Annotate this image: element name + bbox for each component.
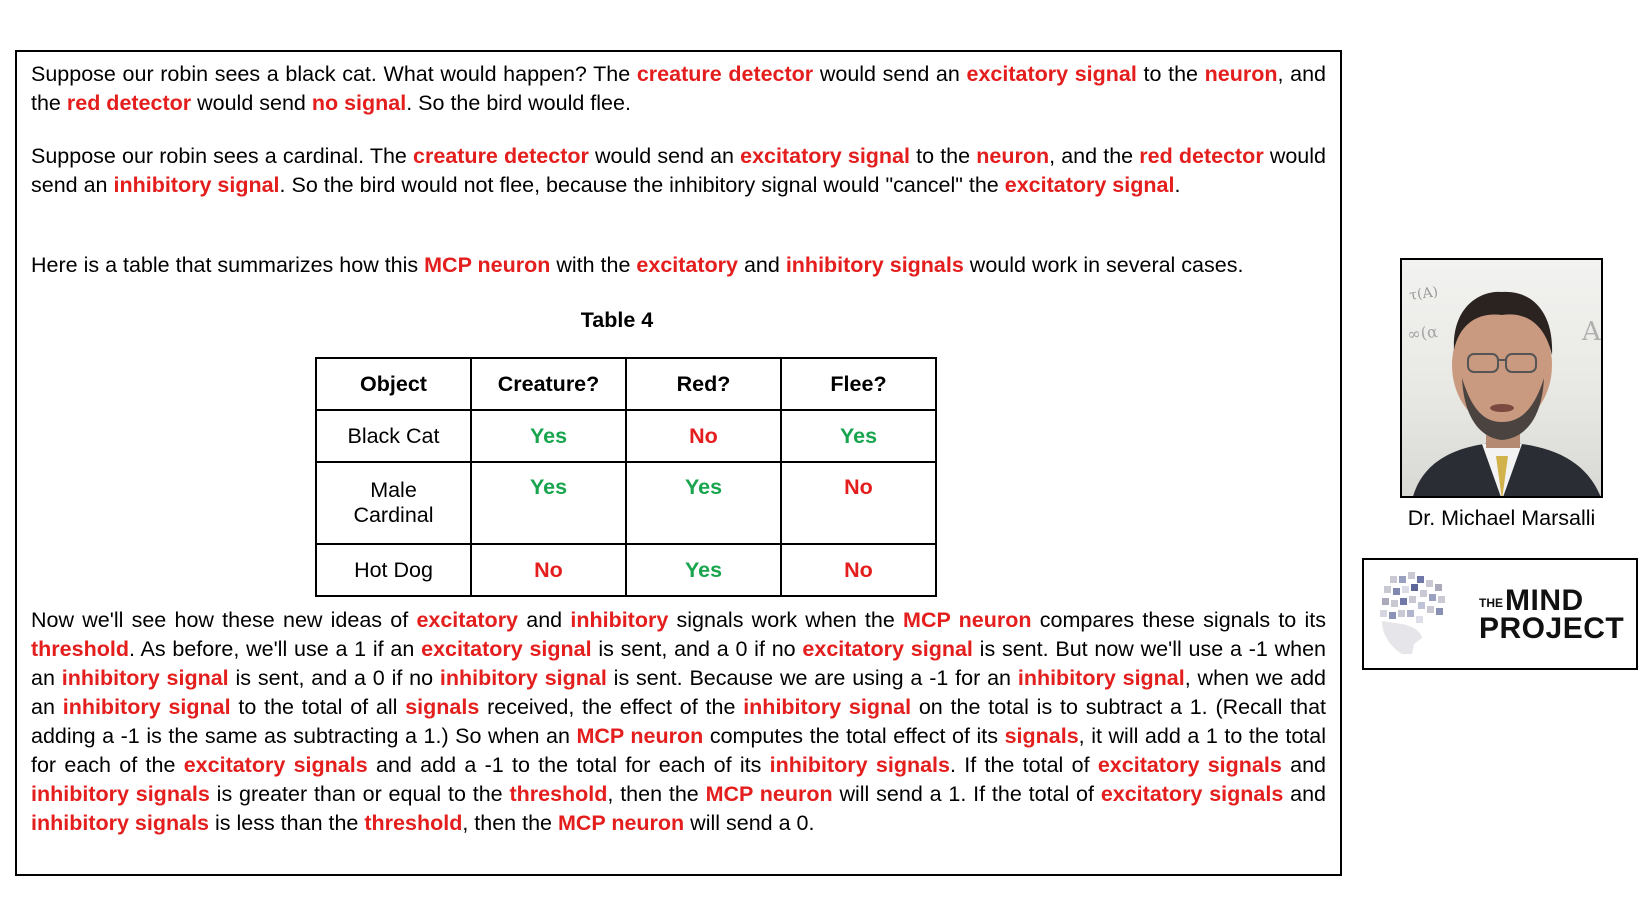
cell-creature: Yes: [471, 462, 626, 544]
text-segment: is sent. But now we'll use a -1 when an: [31, 637, 1326, 690]
text-segment: . So the bird would flee.: [406, 91, 631, 115]
highlighted-term: threshold: [509, 782, 608, 806]
highlighted-term: inhibitory signal: [743, 695, 912, 719]
logo-mind: MIND: [1505, 584, 1584, 617]
highlighted-term: inhibitory signal: [61, 666, 229, 690]
cell-flee: Yes: [781, 410, 936, 462]
highlighted-term: threshold: [31, 637, 129, 661]
highlighted-term: excitatory signal: [966, 62, 1137, 86]
cell-object: Hot Dog: [316, 544, 471, 596]
highlighted-term: inhibitory: [570, 608, 669, 632]
portrait-photo: [1400, 258, 1603, 498]
highlighted-term: inhibitory signals: [785, 253, 964, 277]
highlighted-term: excitatory signals: [1097, 753, 1282, 777]
text-segment: received, the effect of the: [479, 695, 744, 719]
highlighted-term: excitatory signal: [740, 144, 910, 168]
highlighted-term: excitatory signal: [421, 637, 592, 661]
highlighted-term: inhibitory signals: [31, 782, 210, 806]
text-segment: and: [518, 608, 571, 632]
paragraph-table-intro: [31, 251, 1326, 280]
highlighted-term: inhibitory signals: [769, 753, 950, 777]
text-segment: computes the total effect of its: [703, 724, 1005, 748]
text-segment: , then the: [607, 782, 706, 806]
text-segment: compares these signals to its: [1031, 608, 1326, 632]
text-segment: would send: [191, 91, 312, 115]
highlighted-term: signals: [1004, 724, 1079, 748]
paragraph-mcp-explanation: [31, 606, 1326, 838]
text-segment: would send an: [588, 144, 741, 168]
paragraph-robin-cardinal: [31, 142, 1326, 200]
header-flee: Flee?: [781, 358, 936, 410]
highlighted-term: creature detector: [413, 144, 589, 168]
highlighted-term: excitatory signal: [802, 637, 973, 661]
header-creature: Creature?: [471, 358, 626, 410]
text-segment: is greater than or equal to the: [209, 782, 510, 806]
cell-object: Male Cardinal: [316, 462, 471, 544]
mind-project-logo: [1362, 558, 1638, 670]
text-segment: would send an: [31, 144, 1327, 197]
highlighted-term: inhibitory signals: [31, 811, 209, 835]
text-segment: , then the: [462, 811, 558, 835]
photo-caption: Dr. Michael Marsalli: [1407, 506, 1596, 530]
text-segment: would work in several cases.: [963, 253, 1244, 277]
highlighted-term: excitatory signals: [1100, 782, 1284, 806]
header-object: Object: [316, 358, 471, 410]
table-caption: Table 4: [580, 308, 654, 332]
cell-flee: No: [781, 544, 936, 596]
text-segment: , it will add a 1 to the total for each of the: [31, 724, 1326, 777]
text-segment: to the: [910, 144, 977, 168]
text-segment: .: [1174, 173, 1181, 197]
highlighted-term: excitatory: [636, 253, 738, 277]
text-segment: Now we'll see how these new ideas of: [31, 608, 417, 632]
text-segment: and: [1281, 753, 1326, 777]
text-segment: . If the total of: [949, 753, 1098, 777]
text-segment: Here is a table that summarizes how this: [31, 253, 425, 277]
text-segment: signals work when the: [668, 608, 904, 632]
text-segment: would send an: [813, 62, 967, 86]
highlighted-term: MCP neuron: [424, 253, 551, 277]
text-segment: , and the: [31, 62, 1326, 115]
highlighted-term: MCP neuron: [576, 724, 704, 748]
highlighted-term: excitatory signal: [1004, 173, 1175, 197]
svg-text:τ(A): τ(A): [1408, 284, 1440, 304]
table-row: [316, 462, 936, 544]
highlighted-term: excitatory signals: [183, 753, 368, 777]
highlighted-term: MCP neuron: [557, 811, 685, 835]
logo-the: THE: [1479, 596, 1503, 610]
cell-red: No: [626, 410, 781, 462]
highlighted-term: red detector: [1139, 144, 1264, 168]
portrait-illustration: [1402, 260, 1603, 498]
text-segment: will send a 1. If the total of: [832, 782, 1101, 806]
highlighted-term: inhibitory signal: [113, 173, 280, 197]
highlighted-term: threshold: [364, 811, 463, 835]
text-segment: will send a 0.: [684, 811, 815, 835]
logo-line-2: PROJECT: [1479, 612, 1625, 645]
table-header-row: [316, 358, 936, 410]
text-segment: on the total is to subtract a 1. (Recall that adding a -1 is the same as subtracting a 1.) So when an: [31, 695, 1326, 748]
table-row: [316, 410, 936, 462]
highlighted-term: red detector: [66, 91, 192, 115]
text-segment: is sent. Because we are using a -1 for an: [606, 666, 1018, 690]
text-segment: , when we add an: [31, 666, 1326, 719]
cell-flee: No: [781, 462, 936, 544]
cell-creature: No: [471, 544, 626, 596]
text-segment: . So the bird would not flee, because the inhibitory signal would "cancel" the: [279, 173, 1005, 197]
highlighted-term: inhibitory signal: [62, 695, 231, 719]
cell-creature: Yes: [471, 410, 626, 462]
text-segment: , and the: [1049, 144, 1140, 168]
text-segment: with the: [550, 253, 637, 277]
text-segment: is sent, and a 0 if no: [228, 666, 440, 690]
cell-object: Black Cat: [316, 410, 471, 462]
text-segment: and: [738, 253, 786, 277]
mind-project-logo-icon: [1372, 566, 1472, 666]
cell-red: Yes: [626, 462, 781, 544]
highlighted-term: inhibitory signal: [1017, 666, 1185, 690]
svg-text:∞(α: ∞(α: [1406, 321, 1439, 344]
text-segment: is less than the: [209, 811, 365, 835]
text-segment: Suppose our robin sees a cardinal. The: [31, 144, 414, 168]
content-frame: [15, 50, 1342, 876]
table-row: [316, 544, 936, 596]
highlighted-term: creature detector: [636, 62, 814, 86]
highlighted-term: excitatory: [416, 608, 519, 632]
highlighted-term: MCP neuron: [705, 782, 833, 806]
highlighted-term: no signal: [311, 91, 407, 115]
highlighted-term: neuron: [976, 144, 1050, 168]
text-segment: Suppose our robin sees a black cat. What would happen? The: [31, 62, 637, 86]
svg-text:A: A: [1582, 317, 1601, 347]
text-segment: . As before, we'll use a 1 if an: [128, 637, 422, 661]
highlighted-term: neuron: [1204, 62, 1278, 86]
text-segment: is sent, and a 0 if no: [591, 637, 803, 661]
highlighted-term: inhibitory signal: [439, 666, 607, 690]
text-segment: to the total of all: [230, 695, 406, 719]
text-segment: to the: [1136, 62, 1205, 86]
paragraph-robin-black-cat: [31, 60, 1326, 118]
highlighted-term: MCP neuron: [903, 608, 1032, 632]
text-segment: and: [1283, 782, 1326, 806]
cell-red: Yes: [626, 544, 781, 596]
highlighted-term: signals: [405, 695, 480, 719]
header-red: Red?: [626, 358, 781, 410]
text-segment: and add a -1 to the total for each of its: [367, 753, 770, 777]
summary-table: [315, 357, 937, 597]
